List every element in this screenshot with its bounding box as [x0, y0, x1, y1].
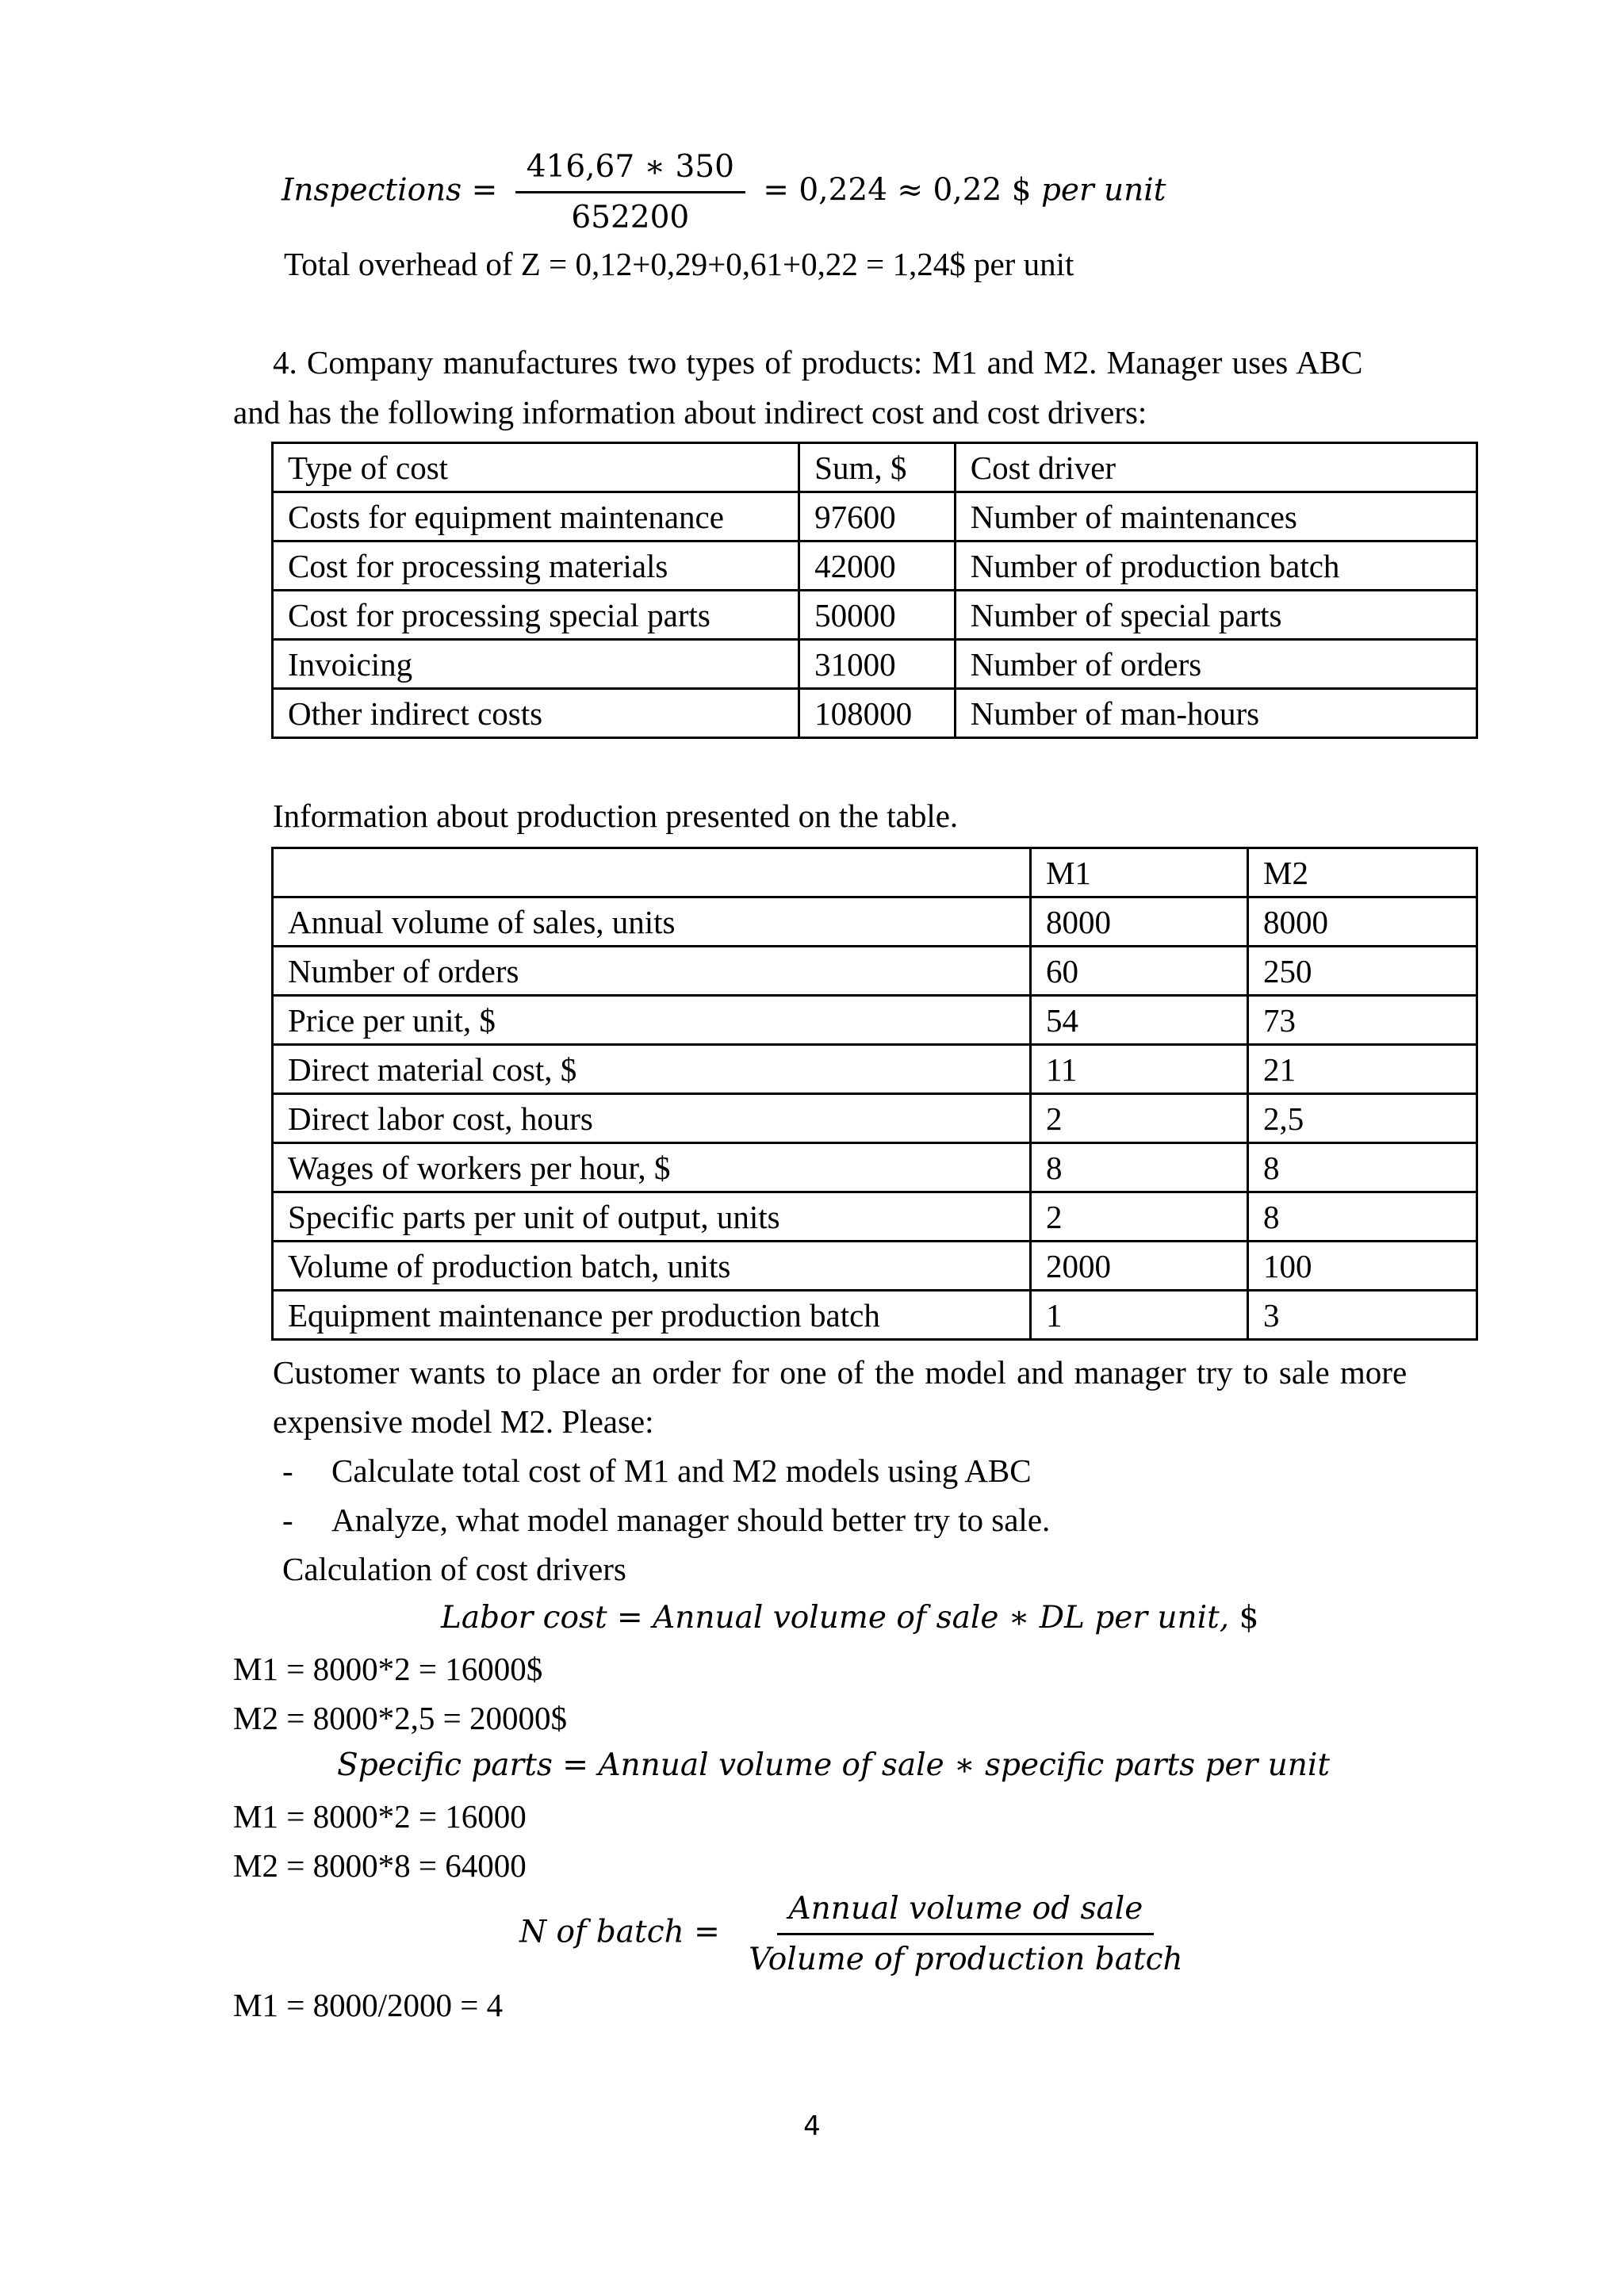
- inspections-eq: =: [471, 172, 498, 209]
- header-cell: [273, 848, 1031, 897]
- table-cell: 2000: [1030, 1242, 1247, 1291]
- table-row: [273, 897, 1477, 947]
- table-cell: Number of orders: [955, 640, 1477, 689]
- table-cell: Direct material cost, $: [273, 1045, 1031, 1094]
- table-row: [273, 1242, 1477, 1291]
- batch-formula: [519, 1891, 1202, 1977]
- inspections-rhs: = 0,224 ≈ 0,22 $: [763, 172, 1032, 209]
- table-row: [273, 541, 1477, 591]
- table-header-row: [273, 848, 1477, 897]
- table-cell: 31000: [799, 640, 956, 689]
- calc-heading: Calculation of cost drivers: [282, 1551, 626, 1587]
- labor-m2: M2 = 8000*2,5 = 20000$: [233, 1700, 567, 1736]
- table-header-row: [273, 443, 1477, 492]
- table-cell: 73: [1248, 996, 1477, 1045]
- table-cell: 8000: [1248, 897, 1477, 947]
- header-cell: Cost driver: [955, 443, 1477, 492]
- table-cell: 97600: [799, 492, 956, 541]
- bullet-item: Calculate total cost of M1 and M2 models using ABC: [331, 1452, 1032, 1489]
- table-cell: Specific parts per unit of output, units: [273, 1192, 1031, 1242]
- table-row: [273, 492, 1477, 541]
- table-cell: Other indirect costs: [273, 689, 799, 738]
- production-intro: Information about production presented on the table.: [273, 798, 959, 834]
- table-row: [273, 1291, 1477, 1340]
- inspections-unit: per unit: [1040, 172, 1166, 209]
- table-cell: 8000: [1030, 897, 1247, 947]
- bullet-item: Analyze, what model manager should better try to sale.: [331, 1502, 1051, 1538]
- task4-line1: 4. Company manufactures two types of products: M1 and M2. Manager uses ABC: [273, 344, 1363, 381]
- header-cell: M2: [1248, 848, 1477, 897]
- table-cell: 2,5: [1248, 1094, 1477, 1143]
- table-row: [273, 1143, 1477, 1192]
- table-cell: Invoicing: [273, 640, 799, 689]
- table-cell: 21: [1248, 1045, 1477, 1094]
- table-cell: Direct labor cost, hours: [273, 1094, 1031, 1143]
- bullet-marker: -: [282, 1502, 293, 1538]
- table-cell: Price per unit, $: [273, 996, 1031, 1045]
- table-cell: 8: [1248, 1192, 1477, 1242]
- table-cell: Equipment maintenance per production batch: [273, 1291, 1031, 1340]
- table-cell: 50000: [799, 591, 956, 640]
- batch-m1: M1 = 8000/2000 = 4: [233, 1987, 504, 2023]
- table-cell: Wages of workers per hour, $: [273, 1143, 1031, 1192]
- table-cell: 8: [1248, 1143, 1477, 1192]
- table-cell: 60: [1030, 947, 1247, 996]
- batch-formula-lhs: N of batch =: [519, 1914, 720, 1950]
- production-table: [271, 847, 1478, 1341]
- customer-line1: Customer wants to place an order for one of the model and manager try to sale more: [273, 1354, 1408, 1391]
- table-cell: Volume of production batch, units: [273, 1242, 1031, 1291]
- table-cell: Number of man-hours: [955, 689, 1477, 738]
- batch-fraction: [737, 1891, 1193, 1977]
- table-cell: 250: [1248, 947, 1477, 996]
- table-row: [273, 996, 1477, 1045]
- table-cell: 42000: [799, 541, 956, 591]
- labor-formula: [441, 1600, 1258, 1636]
- inspections-denominator: 652200: [571, 200, 690, 235]
- inspections-numerator: 416,67 ∗ 350: [515, 149, 745, 193]
- table-cell: Number of special parts: [955, 591, 1477, 640]
- header-cell: M1: [1030, 848, 1247, 897]
- bullet-marker: -: [282, 1452, 293, 1489]
- cost-table: [271, 442, 1478, 739]
- table-cell: Number of maintenances: [955, 492, 1477, 541]
- labor-formula-unit: $: [1239, 1600, 1259, 1636]
- table-row: [273, 640, 1477, 689]
- labor-m1: M1 = 8000*2 = 16000$: [233, 1651, 543, 1687]
- table-cell: 1: [1030, 1291, 1247, 1340]
- table-cell: 3: [1248, 1291, 1477, 1340]
- table-cell: 2: [1030, 1094, 1247, 1143]
- labor-formula-text: Labor cost = Annual volume of sale ∗ DL per unit,: [441, 1600, 1230, 1636]
- batch-numerator: Annual volume od sale: [777, 1891, 1154, 1935]
- table-cell: 54: [1030, 996, 1247, 1045]
- header-cell: Sum, $: [799, 443, 956, 492]
- page-number: 4: [803, 2110, 821, 2142]
- table-cell: Number of production batch: [955, 541, 1477, 591]
- header-cell: Type of cost: [273, 443, 799, 492]
- batch-denominator: Volume of production batch: [749, 1942, 1183, 1977]
- table-cell: Annual volume of sales, units: [273, 897, 1031, 947]
- table-row: [273, 591, 1477, 640]
- customer-line2: expensive model M2. Please:: [273, 1403, 654, 1440]
- specific-m2: M2 = 8000*8 = 64000: [233, 1847, 527, 1884]
- task4-line2: and has the following information about indirect cost and cost drivers:: [233, 394, 1147, 430]
- table-row: [273, 689, 1477, 738]
- total-overhead-line: Total overhead of Z = 0,12+0,29+0,61+0,22 = 1,24$ per unit: [284, 246, 1074, 282]
- table-cell: Costs for equipment maintenance: [273, 492, 799, 541]
- inspections-fraction: [515, 149, 745, 235]
- table-cell: 8: [1030, 1143, 1247, 1192]
- table-cell: 108000: [799, 689, 956, 738]
- table-cell: 100: [1248, 1242, 1477, 1291]
- inspections-formula: [282, 149, 1166, 235]
- table-row: [273, 1094, 1477, 1143]
- table-cell: Cost for processing special parts: [273, 591, 799, 640]
- table-row: [273, 947, 1477, 996]
- table-row: [273, 1192, 1477, 1242]
- table-cell: Cost for processing materials: [273, 541, 799, 591]
- table-row: [273, 1045, 1477, 1094]
- inspections-lhs: Inspections: [282, 172, 462, 209]
- table-cell: 2: [1030, 1192, 1247, 1242]
- table-cell: 11: [1030, 1045, 1247, 1094]
- specific-formula: Specific parts = Annual volume of sale ∗ specific parts per unit: [337, 1747, 1331, 1783]
- specific-m1: M1 = 8000*2 = 16000: [233, 1798, 527, 1835]
- table-cell: Number of orders: [273, 947, 1031, 996]
